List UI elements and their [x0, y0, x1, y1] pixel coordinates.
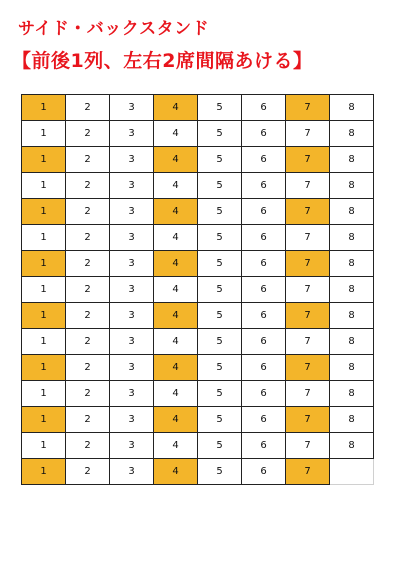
seat-cell: 6	[242, 407, 286, 433]
seat-row	[22, 329, 374, 355]
page-subtitle: 【前後1列、左右2席間隔あける】	[12, 50, 313, 72]
seat-row	[22, 225, 374, 251]
seat-cell: 1	[22, 277, 66, 303]
seat-cell: 8	[330, 407, 374, 433]
seat-cell-open: 1	[22, 251, 66, 277]
seat-cell: 8	[330, 147, 374, 173]
seat-cell-open: 7	[286, 303, 330, 329]
seat-row	[22, 251, 374, 277]
seat-cell: 3	[110, 199, 154, 225]
seat-cell: 2	[66, 329, 110, 355]
seat-cell: 8	[330, 329, 374, 355]
seat-cell: 1	[22, 329, 66, 355]
seat-row	[22, 303, 374, 329]
seat-cell: 2	[66, 277, 110, 303]
seat-cell: 5	[198, 433, 242, 459]
seat-cell-open: 1	[22, 355, 66, 381]
seat-cell: 3	[110, 173, 154, 199]
seat-cell: 2	[66, 407, 110, 433]
seat-cell-open: 4	[154, 355, 198, 381]
seat-cell: 1	[22, 121, 66, 147]
seat-cell: 6	[242, 225, 286, 251]
seat-cell: 3	[110, 303, 154, 329]
seat-cell: 6	[242, 303, 286, 329]
seat-cell: 1	[22, 173, 66, 199]
seat-cell: 5	[198, 381, 242, 407]
seat-cell-open: 4	[154, 251, 198, 277]
seat-cell: 2	[66, 251, 110, 277]
seat-row	[22, 277, 374, 303]
seat-cell: 8	[330, 225, 374, 251]
seat-cell: 4	[154, 121, 198, 147]
seat-cell: 5	[198, 147, 242, 173]
seat-cell: 5	[198, 251, 242, 277]
seat-cell-open: 1	[22, 407, 66, 433]
seat-row	[22, 407, 374, 433]
seat-cell: 2	[66, 95, 110, 121]
seat-cell: 7	[286, 329, 330, 355]
seat-cell: 6	[242, 173, 286, 199]
seat-cell: 5	[198, 277, 242, 303]
page-title: サイド・バックスタンド	[18, 19, 210, 39]
seat-cell: 7	[286, 277, 330, 303]
seat-cell: 3	[110, 277, 154, 303]
seat-cell: 5	[198, 173, 242, 199]
seat-row	[22, 121, 374, 147]
seat-cell: 7	[286, 173, 330, 199]
seat-cell-open: 7	[286, 199, 330, 225]
seat-cell-open: 4	[154, 147, 198, 173]
seat-cell: 2	[66, 381, 110, 407]
seat-cell: 4	[154, 277, 198, 303]
seat-cell: 1	[22, 433, 66, 459]
seat-cell: 3	[110, 95, 154, 121]
seat-cell-open: 4	[154, 459, 198, 485]
seat-cell: 8	[330, 199, 374, 225]
seat-cell: 3	[110, 433, 154, 459]
seat-cell: 3	[110, 459, 154, 485]
seat-row	[22, 381, 374, 407]
seat-cell-open: 1	[22, 459, 66, 485]
seat-cell: 1	[22, 225, 66, 251]
seat-cell: 8	[330, 277, 374, 303]
seat-cell-open: 7	[286, 407, 330, 433]
seat-cell-open: 7	[286, 95, 330, 121]
seat-grid	[21, 94, 374, 485]
seat-cell: 3	[110, 251, 154, 277]
seat-cell: 7	[286, 433, 330, 459]
seat-cell-open: 4	[154, 407, 198, 433]
seat-row	[22, 147, 374, 173]
seat-cell: 8	[330, 303, 374, 329]
seat-row	[22, 433, 374, 459]
seat-cell-open: 1	[22, 147, 66, 173]
seat-cell: 5	[198, 199, 242, 225]
seat-cell: 3	[110, 355, 154, 381]
seat-cell: 2	[66, 147, 110, 173]
seat-cell-open: 4	[154, 95, 198, 121]
seat-cell: 7	[286, 225, 330, 251]
seat-cell: 3	[110, 147, 154, 173]
seat-cell: 3	[110, 329, 154, 355]
seat-cell: 6	[242, 355, 286, 381]
seat-cell: 2	[66, 225, 110, 251]
seat-cell: 2	[66, 433, 110, 459]
seat-cell: 8	[330, 433, 374, 459]
seat-cell-open: 4	[154, 199, 198, 225]
seat-cell: 6	[242, 199, 286, 225]
seat-cell: 6	[242, 121, 286, 147]
seat-cell: 2	[66, 459, 110, 485]
seat-cell: 3	[110, 407, 154, 433]
seat-cell: 8	[330, 95, 374, 121]
seat-row	[22, 199, 374, 225]
seat-cell: 4	[154, 381, 198, 407]
seat-cell-open: 7	[286, 147, 330, 173]
seat-cell-open: 7	[286, 251, 330, 277]
seat-cell-open: 1	[22, 199, 66, 225]
seat-cell: 6	[242, 251, 286, 277]
seat-cell: 6	[242, 459, 286, 485]
seat-cell: 6	[242, 277, 286, 303]
seat-cell: 5	[198, 121, 242, 147]
seat-cell: 5	[198, 225, 242, 251]
seat-cell: 5	[198, 329, 242, 355]
seat-row	[22, 173, 374, 199]
seat-cell: 8	[330, 251, 374, 277]
seat-cell: 8	[330, 355, 374, 381]
seat-cell-open: 1	[22, 95, 66, 121]
seat-cell: 5	[198, 407, 242, 433]
seat-row	[22, 355, 374, 381]
seat-cell: 3	[110, 381, 154, 407]
seat-cell-open: 7	[286, 355, 330, 381]
seat-cell: 2	[66, 121, 110, 147]
seat-cell: 3	[110, 225, 154, 251]
seat-cell: 2	[66, 355, 110, 381]
seat-cell: 5	[198, 355, 242, 381]
seat-cell: 5	[198, 95, 242, 121]
seat-cell: 5	[198, 303, 242, 329]
seat-cell-open: 1	[22, 303, 66, 329]
seat-cell: 7	[286, 121, 330, 147]
seat-cell-open: 4	[154, 303, 198, 329]
seat-cell: 4	[154, 173, 198, 199]
seat-cell: 6	[242, 95, 286, 121]
seat-cell: 3	[110, 121, 154, 147]
seat-cell: 7	[286, 381, 330, 407]
seat-cell: 2	[66, 173, 110, 199]
seat-cell: 8	[330, 121, 374, 147]
seat-cell: 8	[330, 381, 374, 407]
seat-row	[22, 95, 374, 121]
seat-cell: 8	[330, 173, 374, 199]
seat-cell: 4	[154, 225, 198, 251]
seat-cell: 4	[154, 433, 198, 459]
seat-cell: 6	[242, 147, 286, 173]
seat-cell: 5	[198, 459, 242, 485]
seat-cell: 6	[242, 329, 286, 355]
seat-grid-body	[22, 95, 374, 485]
seat-cell: 6	[242, 433, 286, 459]
seat-cell: 1	[22, 381, 66, 407]
seat-cell: 6	[242, 381, 286, 407]
seat-cell: 2	[66, 303, 110, 329]
seat-cell: 2	[66, 199, 110, 225]
seat-row	[22, 459, 374, 485]
seat-cell: 4	[154, 329, 198, 355]
seat-cell-open: 7	[286, 459, 330, 485]
empty-seat-cell	[330, 459, 374, 485]
